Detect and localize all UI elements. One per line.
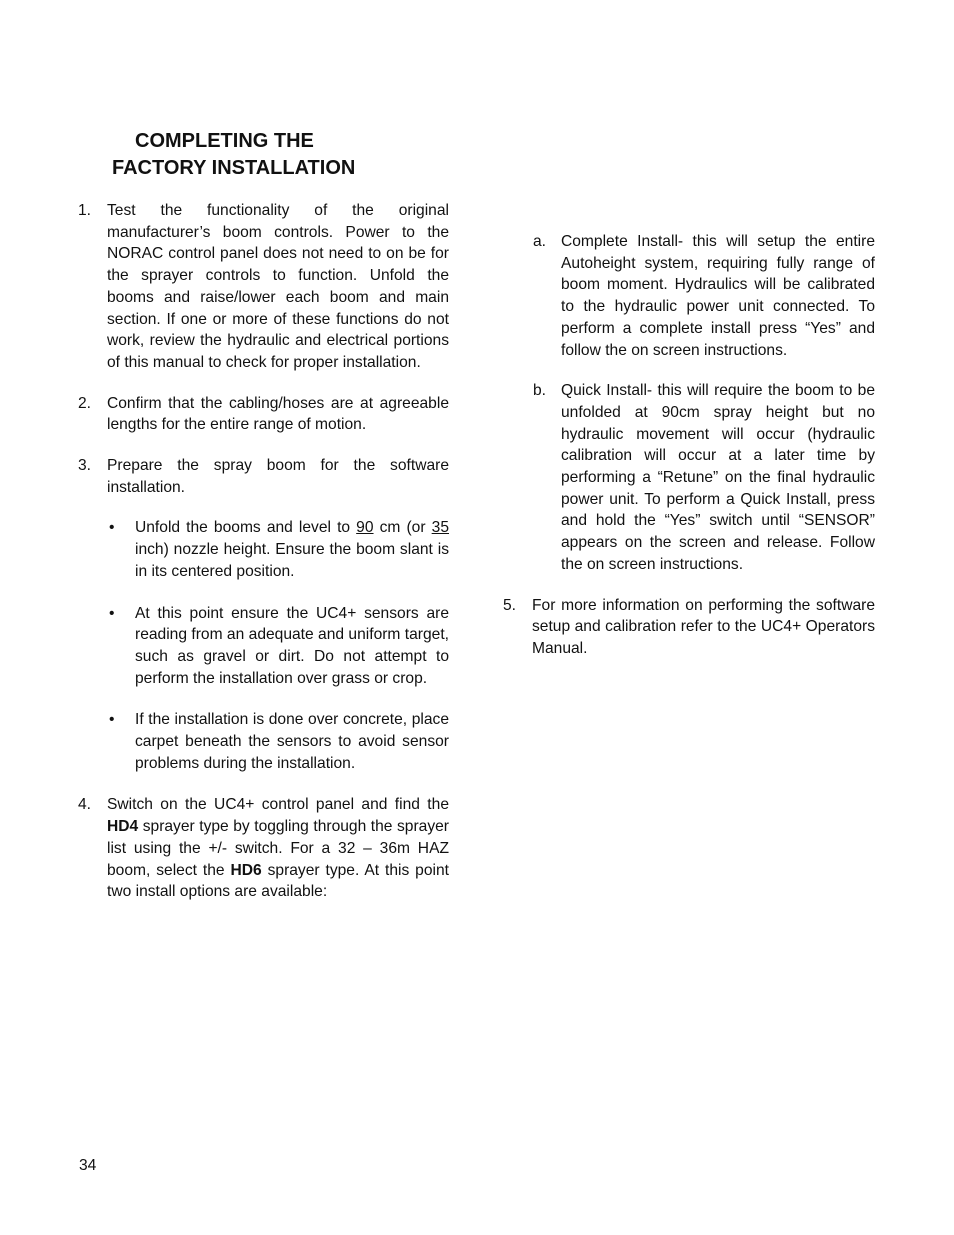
bullet-text: At this point ensure the UC4+ sensors are reading from an adequate and uniform target, such as gravel or dirt. Do not attempt to perform the installation over grass or crop. (135, 604, 449, 687)
bullet-dot: • (109, 604, 115, 622)
bullet-text (135, 519, 449, 579)
step-text: Prepare the spray boom for the software installation. (107, 457, 449, 496)
step-text: For more information on performing the software setup and calibration refer to the UC4+ Operators Manual. (532, 596, 875, 657)
text-run: inch) nozzle height. Ensure the boom slant is in its centered position. (135, 541, 449, 580)
step-number: 2. (78, 394, 92, 412)
text-run: sprayer type by toggling through the sprayer list using the +/- switch. For a 32 – 36m HAZ boom, select the (107, 818, 449, 879)
bullet-text: If the installation is done over concrete, place carpet beneath the sensors to avoid sensor problems during the installation. (135, 711, 449, 772)
step-4 (78, 794, 449, 903)
option-letter: b. (533, 382, 547, 400)
option-letter: a. (533, 233, 547, 250)
text-run: sprayer type. At this point two install options are available: (107, 861, 449, 901)
step-text: Confirm that the cabling/hoses are at agreeable lengths for the entire range of motion. (107, 394, 449, 434)
step-3 (78, 455, 449, 498)
right-column (503, 231, 875, 660)
step-2 (78, 393, 449, 436)
step-number: 1. (78, 202, 92, 219)
option-text: Complete Install- this will setup the entire Autoheight system, requiring fully range of boom moment. Hydraulics will be calibrated to the hydraulic power unit connected. To perform a complete install press “Yes” and follow the on screen instructions. (561, 233, 875, 359)
underlined-value: 90 (356, 519, 374, 537)
left-column (78, 200, 449, 903)
bullet-dot: • (109, 711, 115, 729)
option-a (503, 231, 875, 361)
option-b (503, 380, 875, 575)
option-text: Quick Install- this will require the boom to be unfolded at 90cm spray height but no hydraulic movement will occur (hydraulic calibration will occur at a later time by performing a “Retune” on the final hydraulic power unit. To perform a Quick Install, press and hold the “Yes” switch until “SENSOR” appears on the screen and release. Follow the on screen instructions. (561, 382, 875, 573)
step-5 (503, 595, 875, 660)
sprayer-type-bold: HD6 (230, 861, 262, 879)
text-run: cm (or (373, 519, 432, 537)
text-run: Unfold the booms and level to (135, 519, 357, 537)
sprayer-type-bold: HD4 (107, 818, 139, 836)
step-text: Test the functionality of the original manufacturer’s boom controls. Power to the NORAC control panel does not need to on be for the sprayer controls to function. Unfold the booms and raise/lower each boom and main section. If one or more of these functions do not work, review the hydraulic and electrical portions of this manual to check for proper installation. (107, 202, 449, 371)
bullet-item (107, 517, 449, 582)
bullet-item (107, 603, 449, 690)
step-number: 4. (78, 796, 92, 814)
step-1 (78, 200, 449, 374)
step-number: 5. (503, 596, 517, 614)
step-text (107, 794, 449, 903)
text-run: Switch on the UC4+ control panel and find the (107, 796, 449, 814)
bullet-dot: • (109, 519, 115, 537)
step-number: 3. (78, 457, 92, 475)
section-heading-line-1: COMPLETING THE (135, 130, 314, 152)
bullet-item (107, 709, 449, 774)
page-number: 34 (79, 1157, 97, 1174)
section-heading (112, 128, 412, 182)
underlined-value: 35 (431, 519, 449, 537)
section-heading-line-2: FACTORY INSTALLATION (112, 157, 356, 179)
